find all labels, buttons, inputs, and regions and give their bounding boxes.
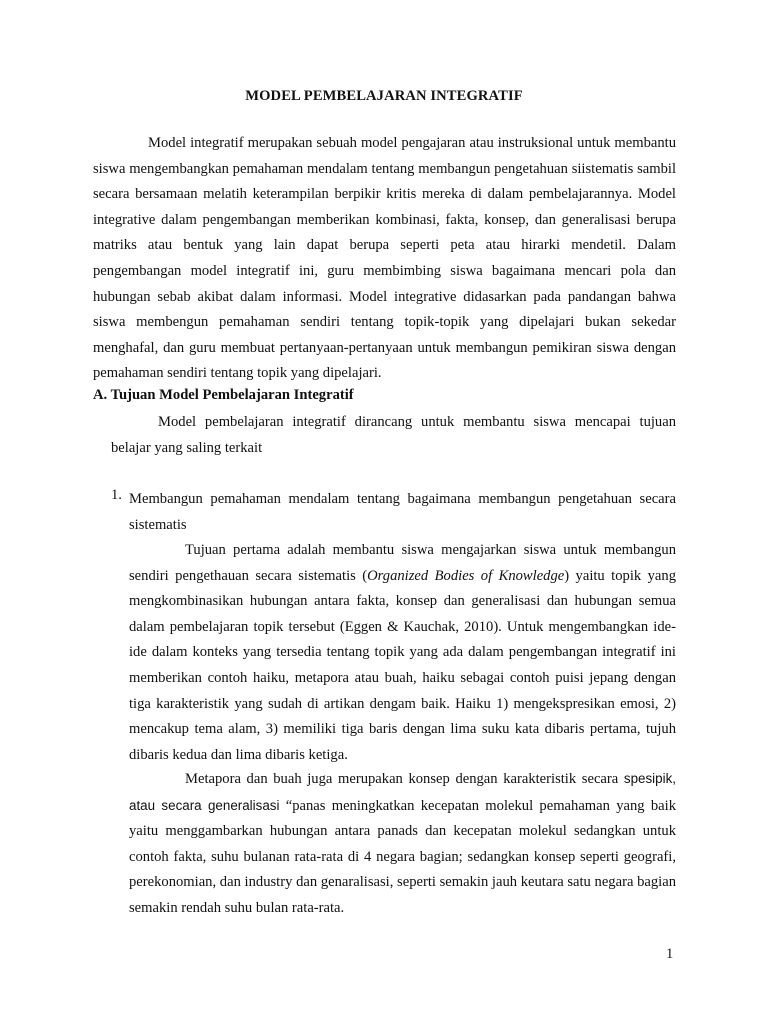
section-a-heading: A. Tujuan Model Pembelajaran Integratif <box>93 387 354 403</box>
goal-paragraph-1 <box>129 538 676 768</box>
goal-paragraph-1-start: Tujuan pertama adalah membantu siswa mengajarkan siswa untuk membangun sendiri pengethauan secara sistematis ( <box>129 542 676 584</box>
goal-paragraph-2-end: “panas meningkatkan kecepatan molekul pemahaman yang baik yaitu menggambarkan hubungan antara panads dan kecepatan molekul sedangkan untuk contoh fakta, suhu bulanan rata-rata di 4 negara bagian; sedangkan konsep seperti geografi, perekonomian, dan industry dan genaralisasi, seperti semakin jauh keutara satu negara bagian semakin rendah suhu bulan rata-rata. <box>129 797 676 916</box>
page-number: 1 <box>666 946 674 962</box>
intro-paragraph: Model integratif merupakan sebuah model pengajaran atau instruksional untuk membantu siswa mengembangkan pemahaman mendalam tentang membangun pengetahuan siistematis sambil secara bersamaan melatih keterampilan berpikir kritis mereka di dalam pembelajarannya. Model integrative dalam pengembangan memberikan kombinasi, fakta, konsep, dan generalisasi berupa matriks atau bentuk yang lain dapat berupa seperti peta atau hirarki mendetil. Dalam pengembangan model integratif ini, guru membimbing siswa bagaimana mencari pola dan hubungan sebab akibat dalam informasi. Model integrative didasarkan pada pandangan bahwa siswa membengun pemahaman sendiri tentang topik-topik yang dipelajari bukan sekedar menghafal, dan guru membuat pertanyaan-pertanyaan untuk membangun pemikiran siswa dengan pemahaman sendiri tentang topik yang dipelajari. <box>93 135 676 382</box>
goal-paragraph-2-sans: spesipik, atau secara generalisasi <box>129 771 676 813</box>
goal-paragraph-2-start: Metapora dan buah juga merupakan konsep dengan karakteristik secara <box>185 771 619 787</box>
goal-paragraph-2 <box>129 766 676 922</box>
goal-paragraph-1-italic: Organized Bodies of Knowledge <box>367 567 565 584</box>
list-item-text: Membangun pemahaman mendalam tentang bagaimana membangun pengetahuan secara sistematis <box>129 491 676 533</box>
list-item-number: 1. <box>111 487 122 503</box>
section-a-lead: Model pembelajaran integratif dirancang untuk membantu siswa mencapai tujuan belajar yang saling terkait <box>111 414 676 456</box>
document-title: MODEL PEMBELAJARAN INTEGRATIF <box>245 88 523 104</box>
goal-paragraph-1-end: ) yaitu topik yang mengkombinasikan hubungan antara fakta, konsep dan generalisasi dan hubungan semua dalam pembelajaran topik tersebut (Eggen & Kauchak, 2010). Untuk mengembangkan ide-ide dalam konteks yang tersedia tentang topik yang ada dalam pengembangan integratif ini memberikan contoh haiku, metapora atau buah, haiku sebagai contoh puisi jepang dengan tiga karakteristik yang sudah di artikan dengam baik. Haiku 1) mengekspresikan emosi, 2) mencakup tema alam, 3) memiliki tiga baris dengan lima suku kata dibaris pertama, tujuh dibaris kedua dan lima dibaris ketiga. <box>129 567 676 763</box>
